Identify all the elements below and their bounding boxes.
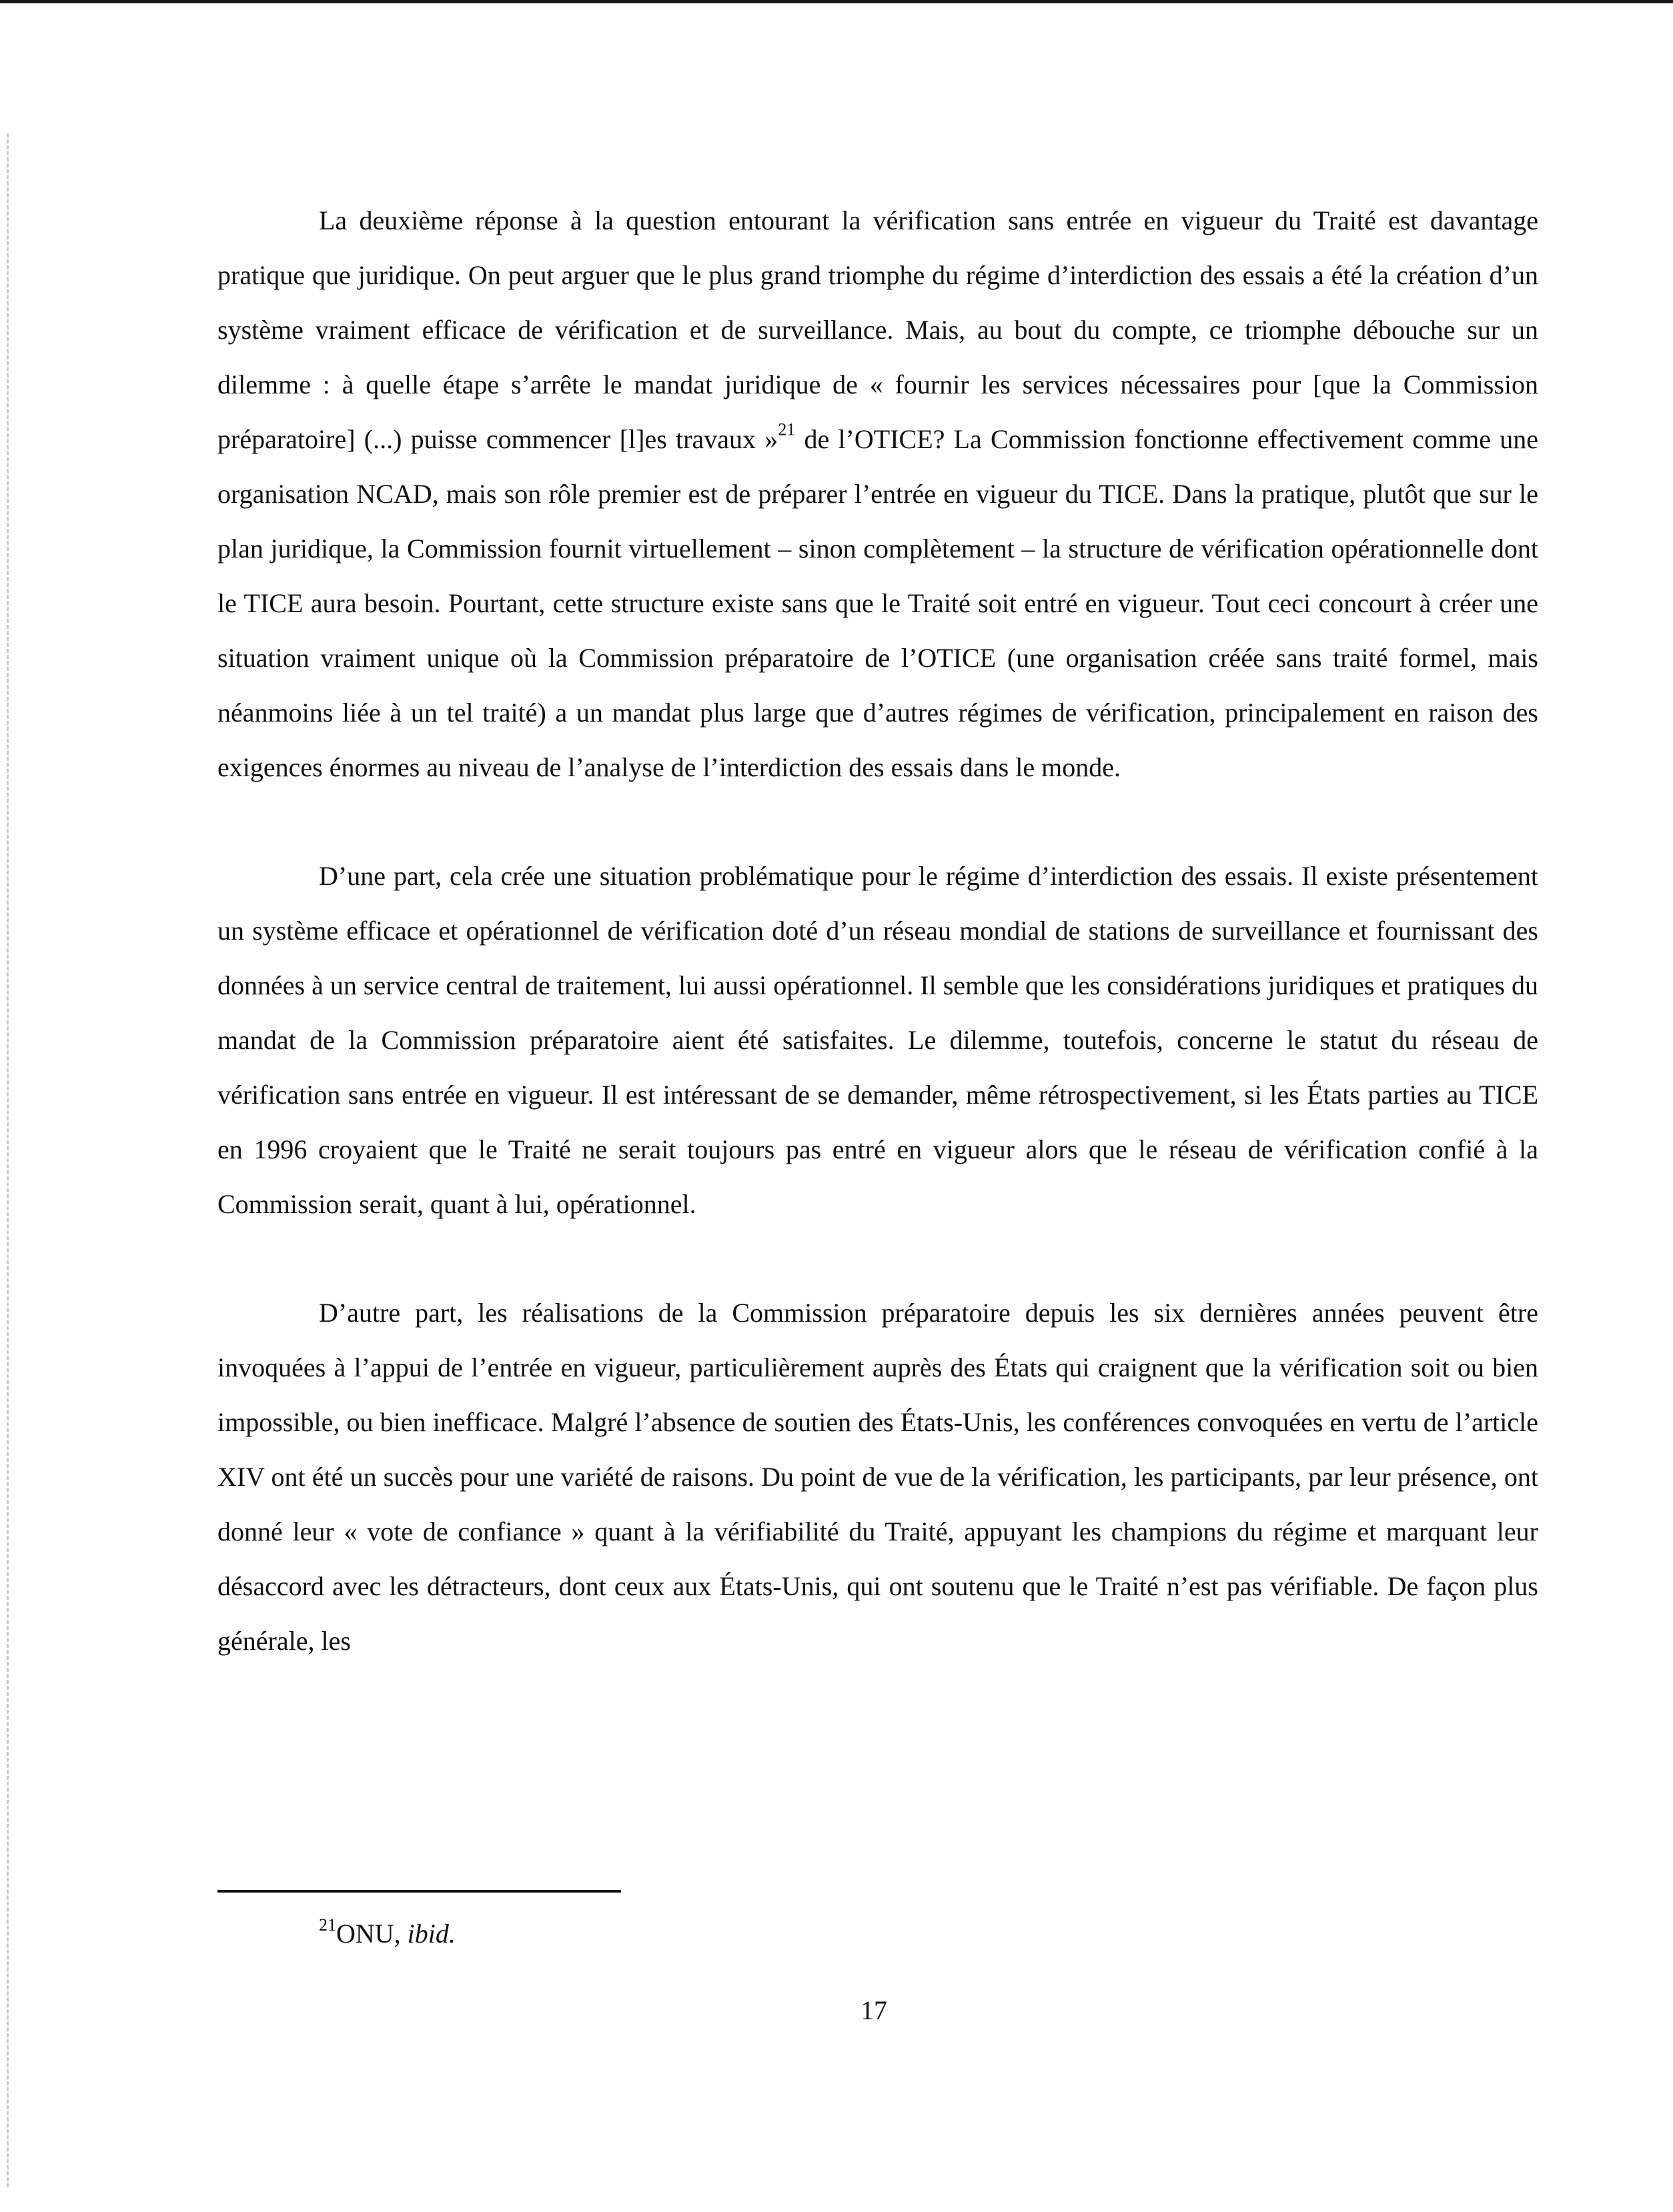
- footnote-italic-text: ibid.: [407, 1919, 456, 1949]
- footnote-separator: [217, 1890, 621, 1893]
- footnote-reference: 21: [778, 419, 796, 439]
- footnote-number: 21: [319, 1915, 336, 1935]
- paragraph-1-text-after: de l’OTICE? La Commission fonctionne effectivement comme une organisation NCAD, mais son rôle premier est de préparer l’entrée en vigueur du TICE. Dans la pratique, plutôt que sur le plan juridique, la Commission fournit virtuellement – sinon complètement – la structure de vérification opérationnelle dont le TICE aura besoin. Pourtant, cette structure existe sans que le Traité soit entré en vigueur. Tout ceci concourt à créer une situation vraiment unique où la Commission préparatoire de l’OTICE (une organisation créée sans traité formel, mais néanmoins liée à un tel traité) a un mandat plus large que d’autres régimes de vérification, principalement en raison des exigences énormes au niveau de l’analyse de l’interdiction des essais dans le monde.: [217, 424, 1538, 782]
- paragraph-1-text-before: La deuxième réponse à la question entourant la vérification sans entrée en vigueur du Traité est davantage pratique que juridique. On peut arguer que le plus grand triomphe du régime d’interdiction des essais a été la création d’un système vraiment efficace de vérification et de surveillance. Mais, au bout du compte, ce triomphe débouche sur un dilemme : à quelle étape s’arrête le mandat juridique de « fournir les services nécessaires pour [que la Commission préparatoire] (...) puisse commencer [l]es travaux »: [217, 205, 1538, 454]
- footnote-text: ONU,: [336, 1919, 408, 1949]
- scan-margin-marks: [7, 133, 11, 2187]
- top-border-line: [0, 0, 1673, 3]
- footnote: [319, 1914, 456, 1954]
- body-text: [217, 193, 1538, 1669]
- paragraph-2: D’une part, cela crée une situation problématique pour le régime d’interdiction des essais. Il existe présentement un système efficace et opérationnel de vérification doté d’un réseau mondial de stations de surveillance et fournissant des données à un service central de traitement, lui aussi opérationnel. Il semble que les considérations juridiques et pratiques du mandat de la Commission préparatoire aient été satisfaites. Le dilemme, toutefois, concerne le statut du réseau de vérification sans entrée en vigueur. Il est intéressant de se demander, même rétrospectivement, si les États parties au TICE en 1996 croyaient que le Traité ne serait toujours pas entré en vigueur alors que le réseau de vérification confié à la Commission serait, quant à lui, opérationnel.: [217, 861, 1538, 1219]
- paragraph-1: [217, 193, 1538, 795]
- page-number: 17: [861, 1995, 887, 2025]
- paragraph-3: D’autre part, les réalisations de la Commission préparatoire depuis les six dernières années peuvent être invoquées à l’appui de l’entrée en vigueur, particulièrement auprès des États qui craignent que la vérification soit ou bien impossible, ou bien inefficace. Malgré l’absence de soutien des États-Unis, les conférences convoquées en vertu de l’article XIV ont été un succès pour une variété de raisons. Du point de vue de la vérification, les participants, par leur présence, ont donné leur « vote de confiance » quant à la vérifiabilité du Traité, appuyant les champions du régime et marquant leur désaccord avec les détracteurs, dont ceux aux États-Unis, qui ont soutenu que le Traité n’est pas vérifiable. De façon plus générale, les: [217, 1298, 1538, 1656]
